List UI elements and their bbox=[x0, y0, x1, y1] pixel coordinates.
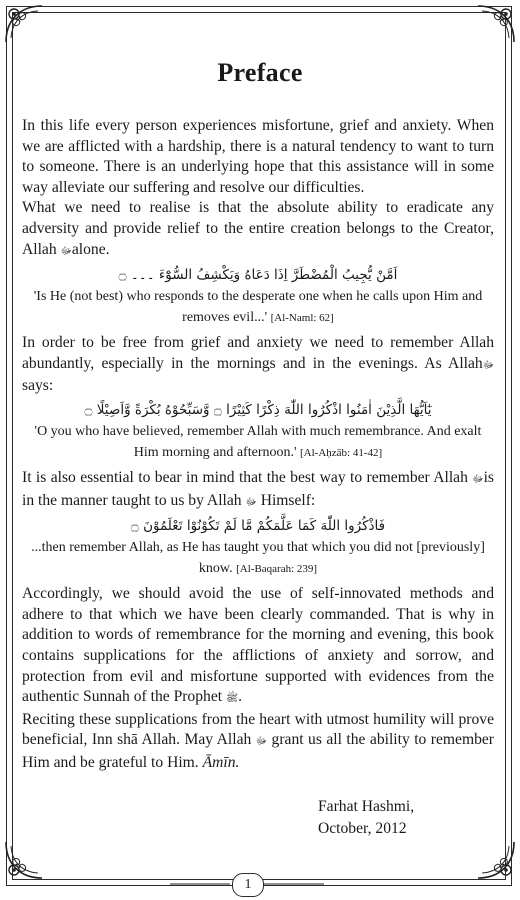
translation-text: 'Is He (not best) who responds to the desperate one when he calls upon Him and removes evil...' bbox=[33, 289, 483, 326]
honorific-glyph: ﷻ bbox=[60, 245, 72, 257]
paragraph-closing bbox=[22, 710, 494, 774]
paragraph-text: It is also essential to bear in mind that the best way to remember Allah bbox=[22, 468, 468, 486]
quran-verse-arabic: فَاذْكُرُوا اللّٰهَ كَمَا عَلَّمَكُمْ مَّا لَمْ تَكُوْنُوْا تَعْلَمُوْنَ ۝ bbox=[130, 518, 386, 535]
verse-translation bbox=[22, 537, 494, 580]
paragraph-manner bbox=[22, 468, 494, 513]
honorific-glyph: ﷻ bbox=[482, 359, 494, 371]
verse-translation bbox=[22, 421, 494, 464]
amin-word: Āmīn. bbox=[202, 753, 240, 771]
paragraph-text: Accordingly, we should avoid the use of self-innovated methods and adhere to that which we have been clearly commanded. That is why in addition to words of remembrance for the morning and evening, this book contains supplications for the afflictions of anxiety and sorrow, and protection from evil and misfortune supported with evidences from the authentic Sunnah of the Prophet bbox=[22, 585, 494, 706]
signature-block bbox=[318, 796, 414, 840]
translation-text: 'O you who have believed, remember Allah with much remembrance. And exalt Him morning and afternoon.' bbox=[34, 423, 482, 460]
paragraph-ability bbox=[22, 198, 494, 262]
page-number-flourish-icon bbox=[264, 882, 324, 886]
paragraph-text-mid: is in the manner taught to us by Allah bbox=[22, 468, 494, 509]
paragraph-text-end: alone. bbox=[71, 240, 110, 258]
paragraph-text-end: . bbox=[238, 688, 242, 706]
quran-verse-arabic: اَمَّنْ يُّجِيبُ الْمُضْطَرَّ اِذَا دَعَاهُ وَيَكْشِفُ السُّوْٓءَ ۔۔۔ ۝ bbox=[118, 267, 398, 284]
corner-ornament-icon bbox=[2, 2, 46, 46]
preface-body bbox=[22, 116, 494, 773]
verse-translation bbox=[22, 286, 494, 329]
verse-reference: [Al-Naml: 62] bbox=[270, 312, 334, 325]
page-title: Preface bbox=[217, 58, 303, 87]
paragraph-supplications bbox=[22, 584, 494, 710]
paragraph-text: In order to be free from grief and anxiety we need to remember Allah abundantly, especially in the mornings and in the evenings. As Allah bbox=[22, 334, 494, 372]
paragraph-remembrance bbox=[22, 333, 494, 397]
verse-reference: [Al-Baqarah: 239] bbox=[236, 563, 318, 576]
honorific-glyph: ﷺ bbox=[225, 693, 239, 705]
honorific-glyph: ﷻ bbox=[472, 473, 484, 485]
author-name: Farhat Hashmi, bbox=[318, 798, 415, 815]
signature-date: October, 2012 bbox=[318, 820, 407, 837]
paragraph-text-end: Himself: bbox=[260, 491, 316, 509]
paragraph-text-end: says: bbox=[22, 377, 54, 395]
paragraph-text: What we need to realise is that the absolute ability to eradicate any adversity and provide relief to the entire creation belongs to the Creator, Allah bbox=[22, 199, 494, 258]
paragraph-text: Reciting these supplications from the heart with utmost humility will prove beneficial, Inn shā Allah. May Allah bbox=[22, 710, 494, 749]
quran-verse-arabic: يٰٓاَيُّهَا الَّذِيْنَ اٰمَنُوا اذْكُرُوا اللّٰهَ ذِكْرًا كَثِيْرًا ۝ وَّسَبِّحُوْهُ بُكْرَةً وَّاَصِيْلًا ۝ bbox=[84, 401, 432, 418]
translation-text: ...then remember Allah, as He has taught you that which you did not [previously] know. bbox=[31, 540, 485, 577]
verse-reference: [Al-Aḥzāb: 41-42] bbox=[300, 446, 383, 459]
corner-ornament-icon bbox=[474, 838, 518, 882]
paragraph-intro: In this life every person experiences misfortune, grief and anxiety. When we are afflicted with a hardship, there is a natural tendency to want to turn to someone. There is an underlying hope that this assistance will in some way alleviate our suffering and resolve our difficulties. bbox=[22, 117, 494, 196]
honorific-glyph: ﷻ bbox=[245, 496, 257, 508]
page-number: 1 bbox=[232, 873, 264, 897]
page-number-flourish-icon bbox=[170, 882, 230, 886]
corner-ornament-icon bbox=[2, 838, 46, 882]
corner-ornament-icon bbox=[474, 2, 518, 46]
honorific-glyph: ﷻ bbox=[255, 736, 268, 748]
paragraph-text-mid: grant us all the ability to remember Him and be grateful to Him. bbox=[22, 731, 495, 771]
